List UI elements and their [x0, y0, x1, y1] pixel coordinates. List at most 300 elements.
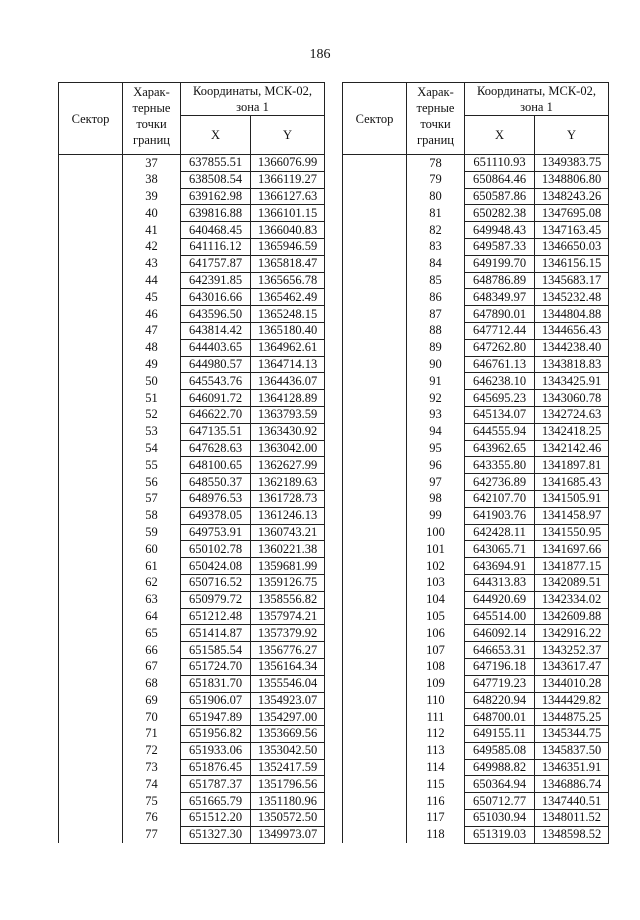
- point-number-cell: 83: [407, 238, 465, 255]
- point-number-cell: 112: [407, 726, 465, 743]
- table-row: [343, 322, 609, 339]
- sector-cell: [343, 289, 407, 306]
- x-coordinate-cell: 639162.98: [181, 188, 251, 205]
- table-row: [343, 238, 609, 255]
- table-row: [343, 272, 609, 289]
- table-row: [59, 406, 325, 423]
- point-number-cell: 40: [123, 205, 181, 222]
- sector-cell: [343, 356, 407, 373]
- point-number-cell: 91: [407, 373, 465, 390]
- y-coordinate-cell: 1343617.47: [535, 658, 609, 675]
- x-coordinate-cell: 651319.03: [465, 826, 535, 843]
- point-number-cell: 93: [407, 406, 465, 423]
- point-number-cell: 78: [407, 155, 465, 172]
- y-coordinate-cell: 1365180.40: [251, 322, 325, 339]
- table-row: [59, 642, 325, 659]
- x-coordinate-cell: 649155.11: [465, 726, 535, 743]
- sector-cell: [343, 188, 407, 205]
- sector-cell: [343, 591, 407, 608]
- table-row: [59, 457, 325, 474]
- point-number-cell: 60: [123, 541, 181, 558]
- table-row: [343, 759, 609, 776]
- point-number-cell: 104: [407, 591, 465, 608]
- sector-cell: [59, 675, 123, 692]
- sector-cell: [343, 423, 407, 440]
- x-coordinate-cell: 648976.53: [181, 490, 251, 507]
- sector-cell: [59, 373, 123, 390]
- x-coordinate-cell: 644980.57: [181, 356, 251, 373]
- x-coordinate-cell: 651787.37: [181, 776, 251, 793]
- sector-cell: [343, 322, 407, 339]
- y-coordinate-cell: 1358556.82: [251, 591, 325, 608]
- y-coordinate-cell: 1346650.03: [535, 238, 609, 255]
- sector-cell: [343, 608, 407, 625]
- table-row: [343, 255, 609, 272]
- y-coordinate-cell: 1346156.15: [535, 255, 609, 272]
- y-coordinate-cell: 1365656.78: [251, 272, 325, 289]
- x-coordinate-cell: 647890.01: [465, 306, 535, 323]
- table-row: [343, 306, 609, 323]
- y-coordinate-cell: 1349383.75: [535, 155, 609, 172]
- x-coordinate-cell: 651585.54: [181, 642, 251, 659]
- table-row: [343, 625, 609, 642]
- sector-cell: [59, 255, 123, 272]
- y-coordinate-cell: 1357379.92: [251, 625, 325, 642]
- table-row: [343, 457, 609, 474]
- x-coordinate-cell: 651906.07: [181, 692, 251, 709]
- x-coordinate-cell: 642107.70: [465, 490, 535, 507]
- sector-cell: [59, 457, 123, 474]
- x-coordinate-cell: 641903.76: [465, 507, 535, 524]
- y-coordinate-cell: 1365946.59: [251, 238, 325, 255]
- sector-cell: [59, 474, 123, 491]
- x-coordinate-cell: 646622.70: [181, 406, 251, 423]
- sector-cell: [343, 574, 407, 591]
- sector-cell: [59, 222, 123, 239]
- point-number-cell: 44: [123, 272, 181, 289]
- table-row: [343, 205, 609, 222]
- x-coordinate-cell: 640468.45: [181, 222, 251, 239]
- point-number-cell: 99: [407, 507, 465, 524]
- point-number-cell: 55: [123, 457, 181, 474]
- y-coordinate-cell: 1366040.83: [251, 222, 325, 239]
- x-coordinate-cell: 647712.44: [465, 322, 535, 339]
- y-coordinate-cell: 1344238.40: [535, 339, 609, 356]
- sector-cell: [59, 826, 123, 843]
- x-coordinate-cell: 649988.82: [465, 759, 535, 776]
- sector-cell: [343, 390, 407, 407]
- sector-cell: [343, 306, 407, 323]
- point-number-cell: 39: [123, 188, 181, 205]
- point-number-cell: 102: [407, 558, 465, 575]
- table-row: [343, 406, 609, 423]
- point-number-cell: 61: [123, 558, 181, 575]
- x-coordinate-cell: 650282.38: [465, 205, 535, 222]
- table-row: [59, 322, 325, 339]
- sector-cell: [343, 625, 407, 642]
- sector-cell: [343, 457, 407, 474]
- table-row: [59, 423, 325, 440]
- table-row: [343, 608, 609, 625]
- y-coordinate-cell: 1344875.25: [535, 709, 609, 726]
- x-coordinate-cell: 649585.08: [465, 742, 535, 759]
- sector-cell: [59, 591, 123, 608]
- point-number-cell: 81: [407, 205, 465, 222]
- x-coordinate-cell: 651665.79: [181, 793, 251, 810]
- table-row: [59, 726, 325, 743]
- y-coordinate-cell: 1359681.99: [251, 558, 325, 575]
- x-coordinate-cell: 647628.63: [181, 440, 251, 457]
- x-coordinate-cell: 642736.89: [465, 474, 535, 491]
- point-number-cell: 54: [123, 440, 181, 457]
- y-coordinate-cell: 1363042.00: [251, 440, 325, 457]
- table-row: [343, 558, 609, 575]
- point-number-cell: 52: [123, 406, 181, 423]
- point-number-cell: 92: [407, 390, 465, 407]
- point-number-cell: 103: [407, 574, 465, 591]
- x-coordinate-cell: 647135.51: [181, 423, 251, 440]
- table-row: [343, 574, 609, 591]
- table-row: [59, 373, 325, 390]
- y-coordinate-cell: 1361728.73: [251, 490, 325, 507]
- x-coordinate-cell: 645543.76: [181, 373, 251, 390]
- table-row: [343, 423, 609, 440]
- table-row: [59, 776, 325, 793]
- x-coordinate-cell: 637855.51: [181, 155, 251, 172]
- sector-cell: [59, 608, 123, 625]
- y-coordinate-cell: 1356776.27: [251, 642, 325, 659]
- y-coordinate-cell: 1360743.21: [251, 524, 325, 541]
- sector-cell: [343, 759, 407, 776]
- point-number-cell: 56: [123, 474, 181, 491]
- y-coordinate-cell: 1354923.07: [251, 692, 325, 709]
- x-coordinate-cell: 639816.88: [181, 205, 251, 222]
- y-coordinate-cell: 1342089.51: [535, 574, 609, 591]
- header-x: X: [465, 116, 535, 155]
- point-number-cell: 50: [123, 373, 181, 390]
- point-number-cell: 89: [407, 339, 465, 356]
- sector-cell: [59, 406, 123, 423]
- sector-cell: [343, 205, 407, 222]
- table-row: [59, 591, 325, 608]
- point-number-cell: 70: [123, 709, 181, 726]
- y-coordinate-cell: 1362189.63: [251, 474, 325, 491]
- y-coordinate-cell: 1342142.46: [535, 440, 609, 457]
- table-row: [343, 541, 609, 558]
- x-coordinate-cell: 643016.66: [181, 289, 251, 306]
- y-coordinate-cell: 1364714.13: [251, 356, 325, 373]
- sector-cell: [59, 810, 123, 827]
- x-coordinate-cell: 643355.80: [465, 457, 535, 474]
- coordinates-table-right: [342, 82, 609, 844]
- table-row: [343, 188, 609, 205]
- sector-cell: [59, 742, 123, 759]
- point-number-cell: 38: [123, 171, 181, 188]
- table-row: [59, 742, 325, 759]
- x-coordinate-cell: 649378.05: [181, 507, 251, 524]
- x-coordinate-cell: 648100.65: [181, 457, 251, 474]
- sector-cell: [59, 171, 123, 188]
- table-row: [343, 726, 609, 743]
- sector-cell: [343, 558, 407, 575]
- table-row: [59, 474, 325, 491]
- point-number-cell: 43: [123, 255, 181, 272]
- point-number-cell: 100: [407, 524, 465, 541]
- y-coordinate-cell: 1344804.88: [535, 306, 609, 323]
- y-coordinate-cell: 1365818.47: [251, 255, 325, 272]
- x-coordinate-cell: 649753.91: [181, 524, 251, 541]
- point-number-cell: 84: [407, 255, 465, 272]
- x-coordinate-cell: 650716.52: [181, 574, 251, 591]
- x-coordinate-cell: 650364.94: [465, 776, 535, 793]
- sector-cell: [343, 726, 407, 743]
- sector-cell: [343, 507, 407, 524]
- point-number-cell: 116: [407, 793, 465, 810]
- x-coordinate-cell: 651876.45: [181, 759, 251, 776]
- sector-cell: [343, 642, 407, 659]
- point-number-cell: 37: [123, 155, 181, 172]
- sector-cell: [343, 692, 407, 709]
- header-sector: Сектор: [59, 83, 123, 155]
- y-coordinate-cell: 1348806.80: [535, 171, 609, 188]
- point-number-cell: 49: [123, 356, 181, 373]
- sector-cell: [343, 810, 407, 827]
- header-x: X: [181, 116, 251, 155]
- y-coordinate-cell: 1359126.75: [251, 574, 325, 591]
- sector-cell: [343, 255, 407, 272]
- y-coordinate-cell: 1341697.66: [535, 541, 609, 558]
- y-coordinate-cell: 1360221.38: [251, 541, 325, 558]
- x-coordinate-cell: 651933.06: [181, 742, 251, 759]
- point-number-cell: 79: [407, 171, 465, 188]
- sector-cell: [343, 709, 407, 726]
- sector-cell: [59, 306, 123, 323]
- table-row: [343, 440, 609, 457]
- table-row: [343, 356, 609, 373]
- sector-cell: [59, 658, 123, 675]
- y-coordinate-cell: 1342334.02: [535, 591, 609, 608]
- x-coordinate-cell: 650587.86: [465, 188, 535, 205]
- header-points-bottom: точки границ: [123, 116, 181, 155]
- y-coordinate-cell: 1347163.45: [535, 222, 609, 239]
- y-coordinate-cell: 1354297.00: [251, 709, 325, 726]
- point-number-cell: 98: [407, 490, 465, 507]
- y-coordinate-cell: 1345837.50: [535, 742, 609, 759]
- y-coordinate-cell: 1342724.63: [535, 406, 609, 423]
- point-number-cell: 90: [407, 356, 465, 373]
- point-number-cell: 53: [123, 423, 181, 440]
- point-number-cell: 106: [407, 625, 465, 642]
- y-coordinate-cell: 1362627.99: [251, 457, 325, 474]
- sector-cell: [343, 238, 407, 255]
- y-coordinate-cell: 1356164.34: [251, 658, 325, 675]
- y-coordinate-cell: 1350572.50: [251, 810, 325, 827]
- x-coordinate-cell: 638508.54: [181, 171, 251, 188]
- x-coordinate-cell: 643065.71: [465, 541, 535, 558]
- sector-cell: [59, 793, 123, 810]
- point-number-cell: 95: [407, 440, 465, 457]
- table-row: [59, 440, 325, 457]
- table-row: [343, 339, 609, 356]
- y-coordinate-cell: 1357974.21: [251, 608, 325, 625]
- x-coordinate-cell: 649948.43: [465, 222, 535, 239]
- x-coordinate-cell: 641116.12: [181, 238, 251, 255]
- sector-cell: [59, 541, 123, 558]
- x-coordinate-cell: 651831.70: [181, 675, 251, 692]
- point-number-cell: 59: [123, 524, 181, 541]
- table-row: [59, 205, 325, 222]
- y-coordinate-cell: 1346351.91: [535, 759, 609, 776]
- point-number-cell: 105: [407, 608, 465, 625]
- sector-cell: [343, 339, 407, 356]
- table-row: [343, 776, 609, 793]
- x-coordinate-cell: 651414.87: [181, 625, 251, 642]
- sector-cell: [343, 776, 407, 793]
- table-row: [59, 339, 325, 356]
- table-row: [59, 524, 325, 541]
- y-coordinate-cell: 1366127.63: [251, 188, 325, 205]
- y-coordinate-cell: 1342916.22: [535, 625, 609, 642]
- point-number-cell: 57: [123, 490, 181, 507]
- sector-cell: [343, 742, 407, 759]
- x-coordinate-cell: 641757.87: [181, 255, 251, 272]
- x-coordinate-cell: 651327.30: [181, 826, 251, 843]
- table-row: [59, 558, 325, 575]
- point-number-cell: 63: [123, 591, 181, 608]
- x-coordinate-cell: 643962.65: [465, 440, 535, 457]
- x-coordinate-cell: 646761.13: [465, 356, 535, 373]
- point-number-cell: 77: [123, 826, 181, 843]
- point-number-cell: 65: [123, 625, 181, 642]
- sector-cell: [59, 625, 123, 642]
- y-coordinate-cell: 1344656.43: [535, 322, 609, 339]
- y-coordinate-cell: 1347695.08: [535, 205, 609, 222]
- table-row: [59, 541, 325, 558]
- point-number-cell: 110: [407, 692, 465, 709]
- point-number-cell: 118: [407, 826, 465, 843]
- table-row: [59, 507, 325, 524]
- y-coordinate-cell: 1363793.59: [251, 406, 325, 423]
- table-row: [59, 810, 325, 827]
- y-coordinate-cell: 1344429.82: [535, 692, 609, 709]
- header-coordinates: Координаты, МСК-02, зона 1: [465, 83, 609, 116]
- table-row: [343, 474, 609, 491]
- sector-cell: [59, 356, 123, 373]
- sector-cell: [59, 390, 123, 407]
- point-number-cell: 75: [123, 793, 181, 810]
- y-coordinate-cell: 1366119.27: [251, 171, 325, 188]
- x-coordinate-cell: 651724.70: [181, 658, 251, 675]
- point-number-cell: 71: [123, 726, 181, 743]
- y-coordinate-cell: 1342609.88: [535, 608, 609, 625]
- coordinates-table-left: [58, 82, 325, 844]
- table-row: [59, 222, 325, 239]
- x-coordinate-cell: 650864.46: [465, 171, 535, 188]
- table-row: [59, 490, 325, 507]
- point-number-cell: 101: [407, 541, 465, 558]
- sector-cell: [343, 222, 407, 239]
- point-number-cell: 47: [123, 322, 181, 339]
- point-number-cell: 115: [407, 776, 465, 793]
- x-coordinate-cell: 651030.94: [465, 810, 535, 827]
- sector-cell: [343, 793, 407, 810]
- y-coordinate-cell: 1355546.04: [251, 675, 325, 692]
- table-row: [59, 759, 325, 776]
- sector-cell: [343, 406, 407, 423]
- y-coordinate-cell: 1345232.48: [535, 289, 609, 306]
- y-coordinate-cell: 1366101.15: [251, 205, 325, 222]
- sector-cell: [59, 289, 123, 306]
- point-number-cell: 67: [123, 658, 181, 675]
- table-row: [343, 642, 609, 659]
- x-coordinate-cell: 646091.72: [181, 390, 251, 407]
- table-row: [59, 574, 325, 591]
- table-row: [343, 658, 609, 675]
- sector-cell: [59, 524, 123, 541]
- sector-cell: [59, 574, 123, 591]
- table-row: [59, 675, 325, 692]
- point-number-cell: 108: [407, 658, 465, 675]
- y-coordinate-cell: 1345344.75: [535, 726, 609, 743]
- y-coordinate-cell: 1342418.25: [535, 423, 609, 440]
- y-coordinate-cell: 1351796.56: [251, 776, 325, 793]
- sector-cell: [59, 322, 123, 339]
- point-number-cell: 111: [407, 709, 465, 726]
- x-coordinate-cell: 651512.20: [181, 810, 251, 827]
- point-number-cell: 86: [407, 289, 465, 306]
- header-coordinates: Координаты, МСК-02, зона 1: [181, 83, 325, 116]
- table-row: [343, 390, 609, 407]
- table-row: [59, 658, 325, 675]
- y-coordinate-cell: 1363430.92: [251, 423, 325, 440]
- y-coordinate-cell: 1348011.52: [535, 810, 609, 827]
- x-coordinate-cell: 651956.82: [181, 726, 251, 743]
- table-row: [343, 826, 609, 843]
- point-number-cell: 58: [123, 507, 181, 524]
- sector-cell: [59, 726, 123, 743]
- sector-cell: [59, 759, 123, 776]
- y-coordinate-cell: 1352417.59: [251, 759, 325, 776]
- point-number-cell: 42: [123, 238, 181, 255]
- table-row: [343, 524, 609, 541]
- sector-cell: [59, 205, 123, 222]
- header-points-top: Харак-терные: [123, 83, 181, 116]
- y-coordinate-cell: 1344010.28: [535, 675, 609, 692]
- sector-cell: [343, 440, 407, 457]
- sector-cell: [59, 490, 123, 507]
- y-coordinate-cell: 1346886.74: [535, 776, 609, 793]
- table-row: [343, 155, 609, 172]
- x-coordinate-cell: 648220.94: [465, 692, 535, 709]
- x-coordinate-cell: 647196.18: [465, 658, 535, 675]
- y-coordinate-cell: 1351180.96: [251, 793, 325, 810]
- table-row: [59, 793, 325, 810]
- point-number-cell: 85: [407, 272, 465, 289]
- y-coordinate-cell: 1348243.26: [535, 188, 609, 205]
- x-coordinate-cell: 651212.48: [181, 608, 251, 625]
- x-coordinate-cell: 643596.50: [181, 306, 251, 323]
- sector-cell: [343, 675, 407, 692]
- sector-cell: [343, 524, 407, 541]
- table-row: [343, 222, 609, 239]
- x-coordinate-cell: 644313.83: [465, 574, 535, 591]
- y-coordinate-cell: 1347440.51: [535, 793, 609, 810]
- x-coordinate-cell: 651947.89: [181, 709, 251, 726]
- point-number-cell: 48: [123, 339, 181, 356]
- y-coordinate-cell: 1341458.97: [535, 507, 609, 524]
- point-number-cell: 46: [123, 306, 181, 323]
- point-number-cell: 97: [407, 474, 465, 491]
